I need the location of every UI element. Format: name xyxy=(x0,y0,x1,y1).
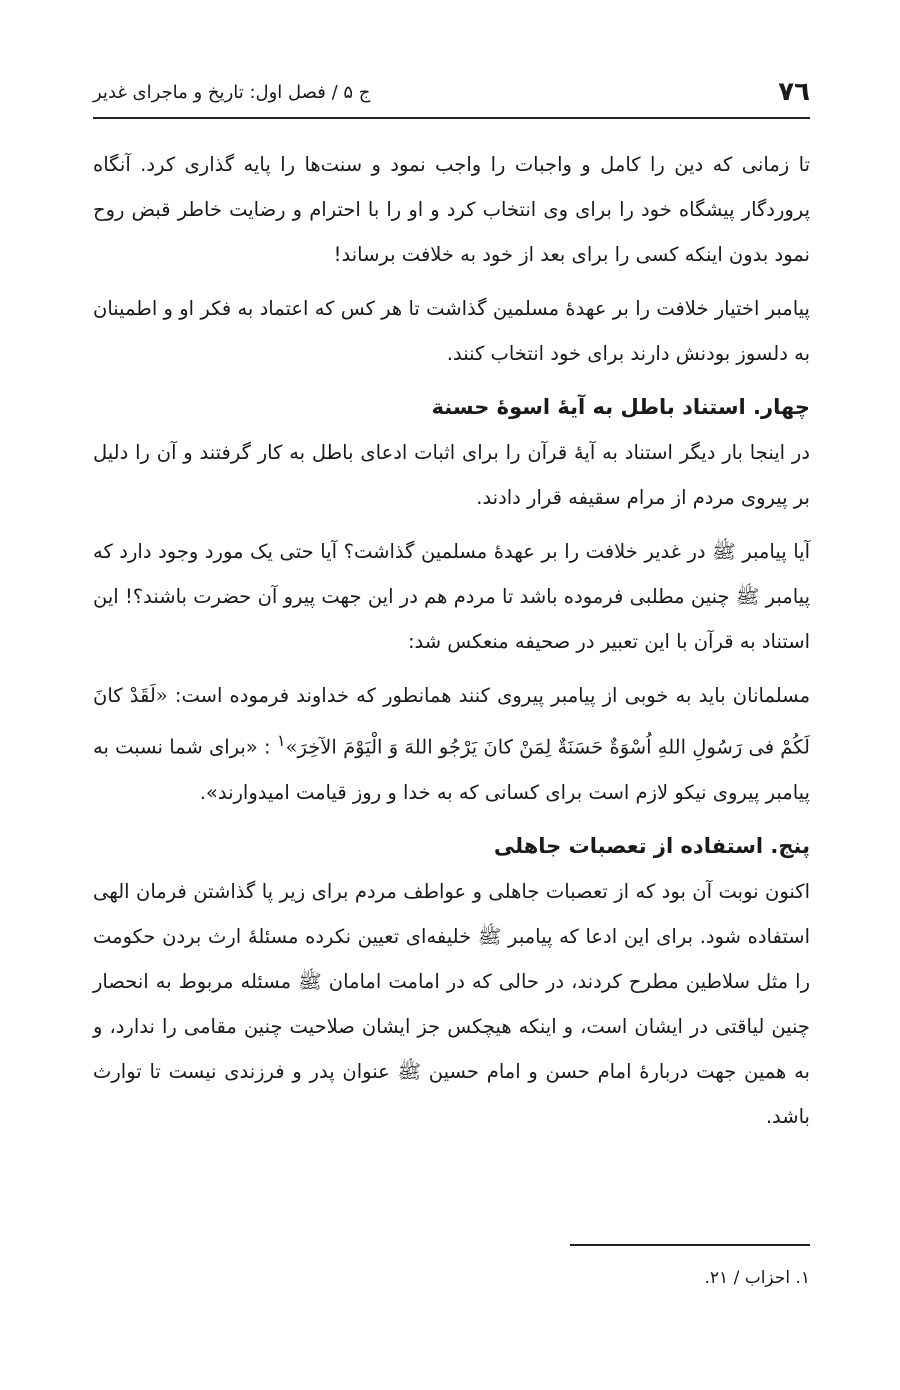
page-header xyxy=(93,74,810,110)
page-number: ٧٦ xyxy=(778,77,810,107)
section-heading: چهار. استناد باطل به آیهٔ اسوهٔ حسنة xyxy=(431,395,810,419)
paragraph-intro: مسلمانان باید به خوبی از پیامبر پیروی کنند همانطور که خداوند فرموده است: xyxy=(174,684,811,707)
verse-translation: : «برای شما نسبت به پیامبر پیروی نیکو لازم است برای کسانی که به خدا و روز قیامت امیدوارند». xyxy=(93,735,810,804)
section-heading: پنج. استفاده از تعصبات جاهلی xyxy=(493,833,810,858)
paragraph: پیامبر اختیار خلافت را بر عهدهٔ مسلمین گذاشت تا هر کس که اعتماد به فکر او و اطمینان به دلسوز بودنش دارند برای خود انتخاب کنند. xyxy=(93,297,810,365)
quran-verse: «لَقَدْ كانَ لَكُمْ فی رَسُولِ اللهِ اُسْوَةٌ حَسَنَةٌ لِمَنْ كانَ یَرْجُو اللهَ وَ الْیَوْمَ الآخِرَ» xyxy=(93,684,810,759)
running-title: ج ۵ / فصل اول: تاریخ و ماجرای غدیر xyxy=(93,81,371,103)
header-divider xyxy=(93,117,810,119)
paragraph: تا زمانی که دین را کامل و واجبات را واجب نمود و سنت‌ها را پایه گذاری کرد. آنگاه پروردگار پیشگاه خود را برای وی انتخاب کرد و او را با احترام و رضایت خاطر قبض روح نمود بدون اینکه کسی را برای بعد از خود به خلافت برساند! xyxy=(93,153,810,266)
footnote-divider xyxy=(570,1244,810,1246)
paragraph-with-verse xyxy=(93,673,810,815)
paragraph: اکنون نوبت آن بود که از تعصبات جاهلی و عواطف مردم برای زیر پا گذاشتن فرمان الهی استفاده شود. برای این ادعا که پیامبر ﷺ خلیفه‌ای تعیین نکرده مسئلهٔ ارث بردن حکومت را مثل سلاطین مطرح کردند، در حالی که در امامت امامان ﷺ مسئله مربوط به انحصار چنین لیاقتی در ایشان است، و اینکه هیچکس جز ایشان صلاحیت چنین مقامی را ندارد، و به همین جهت دربارهٔ امام حسن و امام حسین ﷺ عنوان پدر و فرزندی نیست تا توارث باشد. xyxy=(93,879,810,1128)
footnote: ١. احزاب / ٢١. xyxy=(704,1268,810,1288)
paragraph: آیا پیامبر ﷺ در غدیر خلافت را بر عهدهٔ مسلمین گذاشت؟ آیا حتی یک مورد وجود دارد که پیامبر ﷺ چنین مطلبی فرموده باشد تا مردم هم در این جهت پیرو آن حضرت باشند؟! این استناد به قرآن با این تعبیر در صحیفه منعکس شد: xyxy=(93,540,810,653)
footnote-reference[interactable]: ١ xyxy=(276,731,286,750)
paragraph: در اینجا بار دیگر استناد به آیهٔ قرآن را برای اثبات ادعای باطل به کار گرفتند و آن را دلیل بر پیروی مردم از مرام سقیفه قرار دادند. xyxy=(93,441,810,509)
page-body xyxy=(93,142,810,1148)
